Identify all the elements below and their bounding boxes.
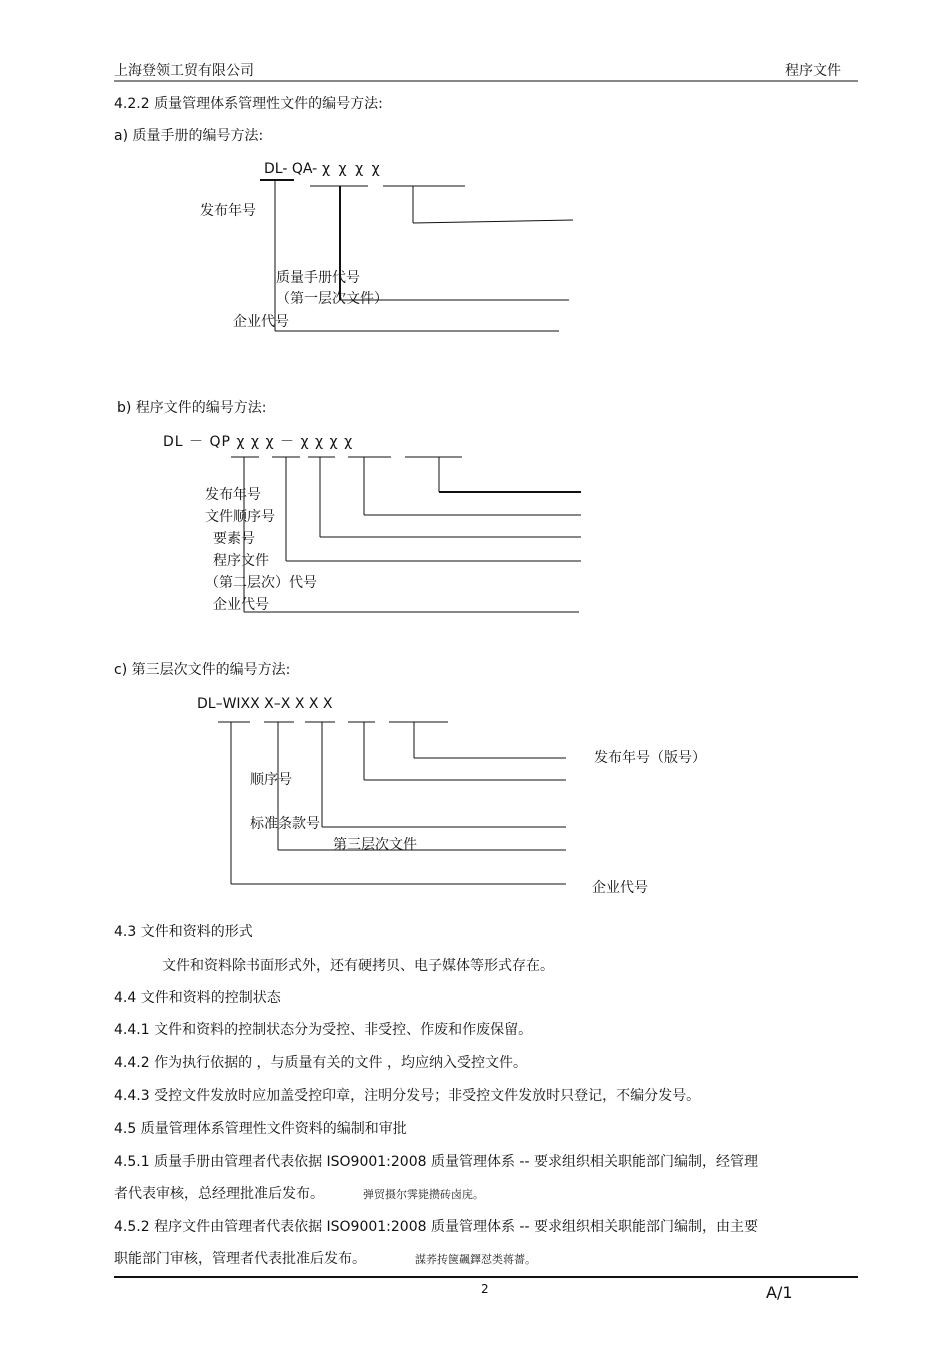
b-element-no-label: 要素号: [213, 531, 255, 547]
a-level1-label: （第一层次文件）: [276, 291, 388, 307]
section-4-4-title: 4.4 文件和资料的控制状态: [114, 990, 281, 1006]
section-4-5-2-line1: 4.5.2 程序文件由管理者代表依据 ISO9001:2008 质量管理体系 -- 要求组织相关职能部门编制，由主要: [114, 1219, 758, 1235]
b-level2-code-label: （第二层次）代号: [205, 575, 317, 591]
subsection-b-label: b) 程序文件的编号方法:: [117, 400, 267, 416]
section-4-5-title: 4.5 质量管理体系管理性文件资料的编制和审批: [114, 1121, 407, 1137]
b-company-code-label: 企业代号: [213, 597, 269, 613]
subsection-a-label: a) 质量手册的编号方法:: [114, 128, 264, 144]
c-code: DL–WIXX X–X X X X: [197, 696, 333, 712]
header-company: 上海登领工贸有限公司: [114, 63, 254, 79]
b-file-seq-label: 文件顺序号: [205, 509, 275, 525]
c-std-clause-label: 标准条款号: [250, 816, 320, 832]
a-release-year-label: 发布年号: [200, 203, 256, 219]
a-code-placeholders: χ χ χ χ: [322, 161, 382, 177]
section-4-5-1-note: 弹贸摄尔霁毙攒砖卤庑。: [363, 1188, 484, 1201]
b-code: DL － QP χ χ χ － χ χ χ χ: [163, 434, 354, 450]
footer-version: A/1: [766, 1283, 793, 1302]
b-proc-file-label: 程序文件: [213, 553, 269, 569]
section-4-5-1-line2: 者代表审核，总经理批准后发布。: [114, 1186, 324, 1202]
c-release-year-label: 发布年号（版号）: [594, 750, 706, 766]
b-release-year-label: 发布年号: [205, 487, 261, 503]
section-4-2-2-title: 4.2.2 质量管理体系管理性文件的编号方法:: [114, 96, 383, 112]
section-4-3-title: 4.3 文件和资料的形式: [114, 924, 253, 940]
section-4-5-2-line2: 职能部门审核，管理者代表批准后发布。: [114, 1251, 366, 1267]
header-doc-type: 程序文件: [785, 63, 841, 79]
a-code-prefix: DL- QA-: [264, 161, 318, 177]
subsection-c-label: c) 第三层次文件的编号方法:: [114, 662, 291, 678]
section-4-4-1: 4.4.1 文件和资料的控制状态分为受控、非受控、作废和作废保留。: [114, 1022, 533, 1038]
footer-page-number: 2: [481, 1282, 489, 1296]
a-company-code-label: 企业代号: [233, 314, 289, 330]
section-4-4-3: 4.4.3 受控文件发放时应加盖受控印章，注明分发号；非受控文件发放时只登记，不编分发号。: [114, 1088, 701, 1104]
a-manual-code-label: 质量手册代号: [276, 270, 360, 286]
c-company-code-label: 企业代号: [592, 880, 648, 896]
section-4-5-2-note: 謀荞抟箧飆鐸怼类蒋薔。: [415, 1253, 536, 1266]
c-level3-label: 第三层次文件: [333, 837, 417, 853]
section-4-3-paragraph: 文件和资料除书面形式外，还有硬拷贝、电子媒体等形式存在。: [162, 958, 554, 974]
section-4-5-1-line1: 4.5.1 质量手册由管理者代表依据 ISO9001:2008 质量管理体系 -- 要求组织相关职能部门编制，经管理: [114, 1154, 758, 1170]
section-4-4-2: 4.4.2 作为执行依据的 ，与质量有关的文件 ，均应纳入受控文件。: [114, 1055, 527, 1071]
c-seq-label: 顺序号: [250, 772, 292, 788]
